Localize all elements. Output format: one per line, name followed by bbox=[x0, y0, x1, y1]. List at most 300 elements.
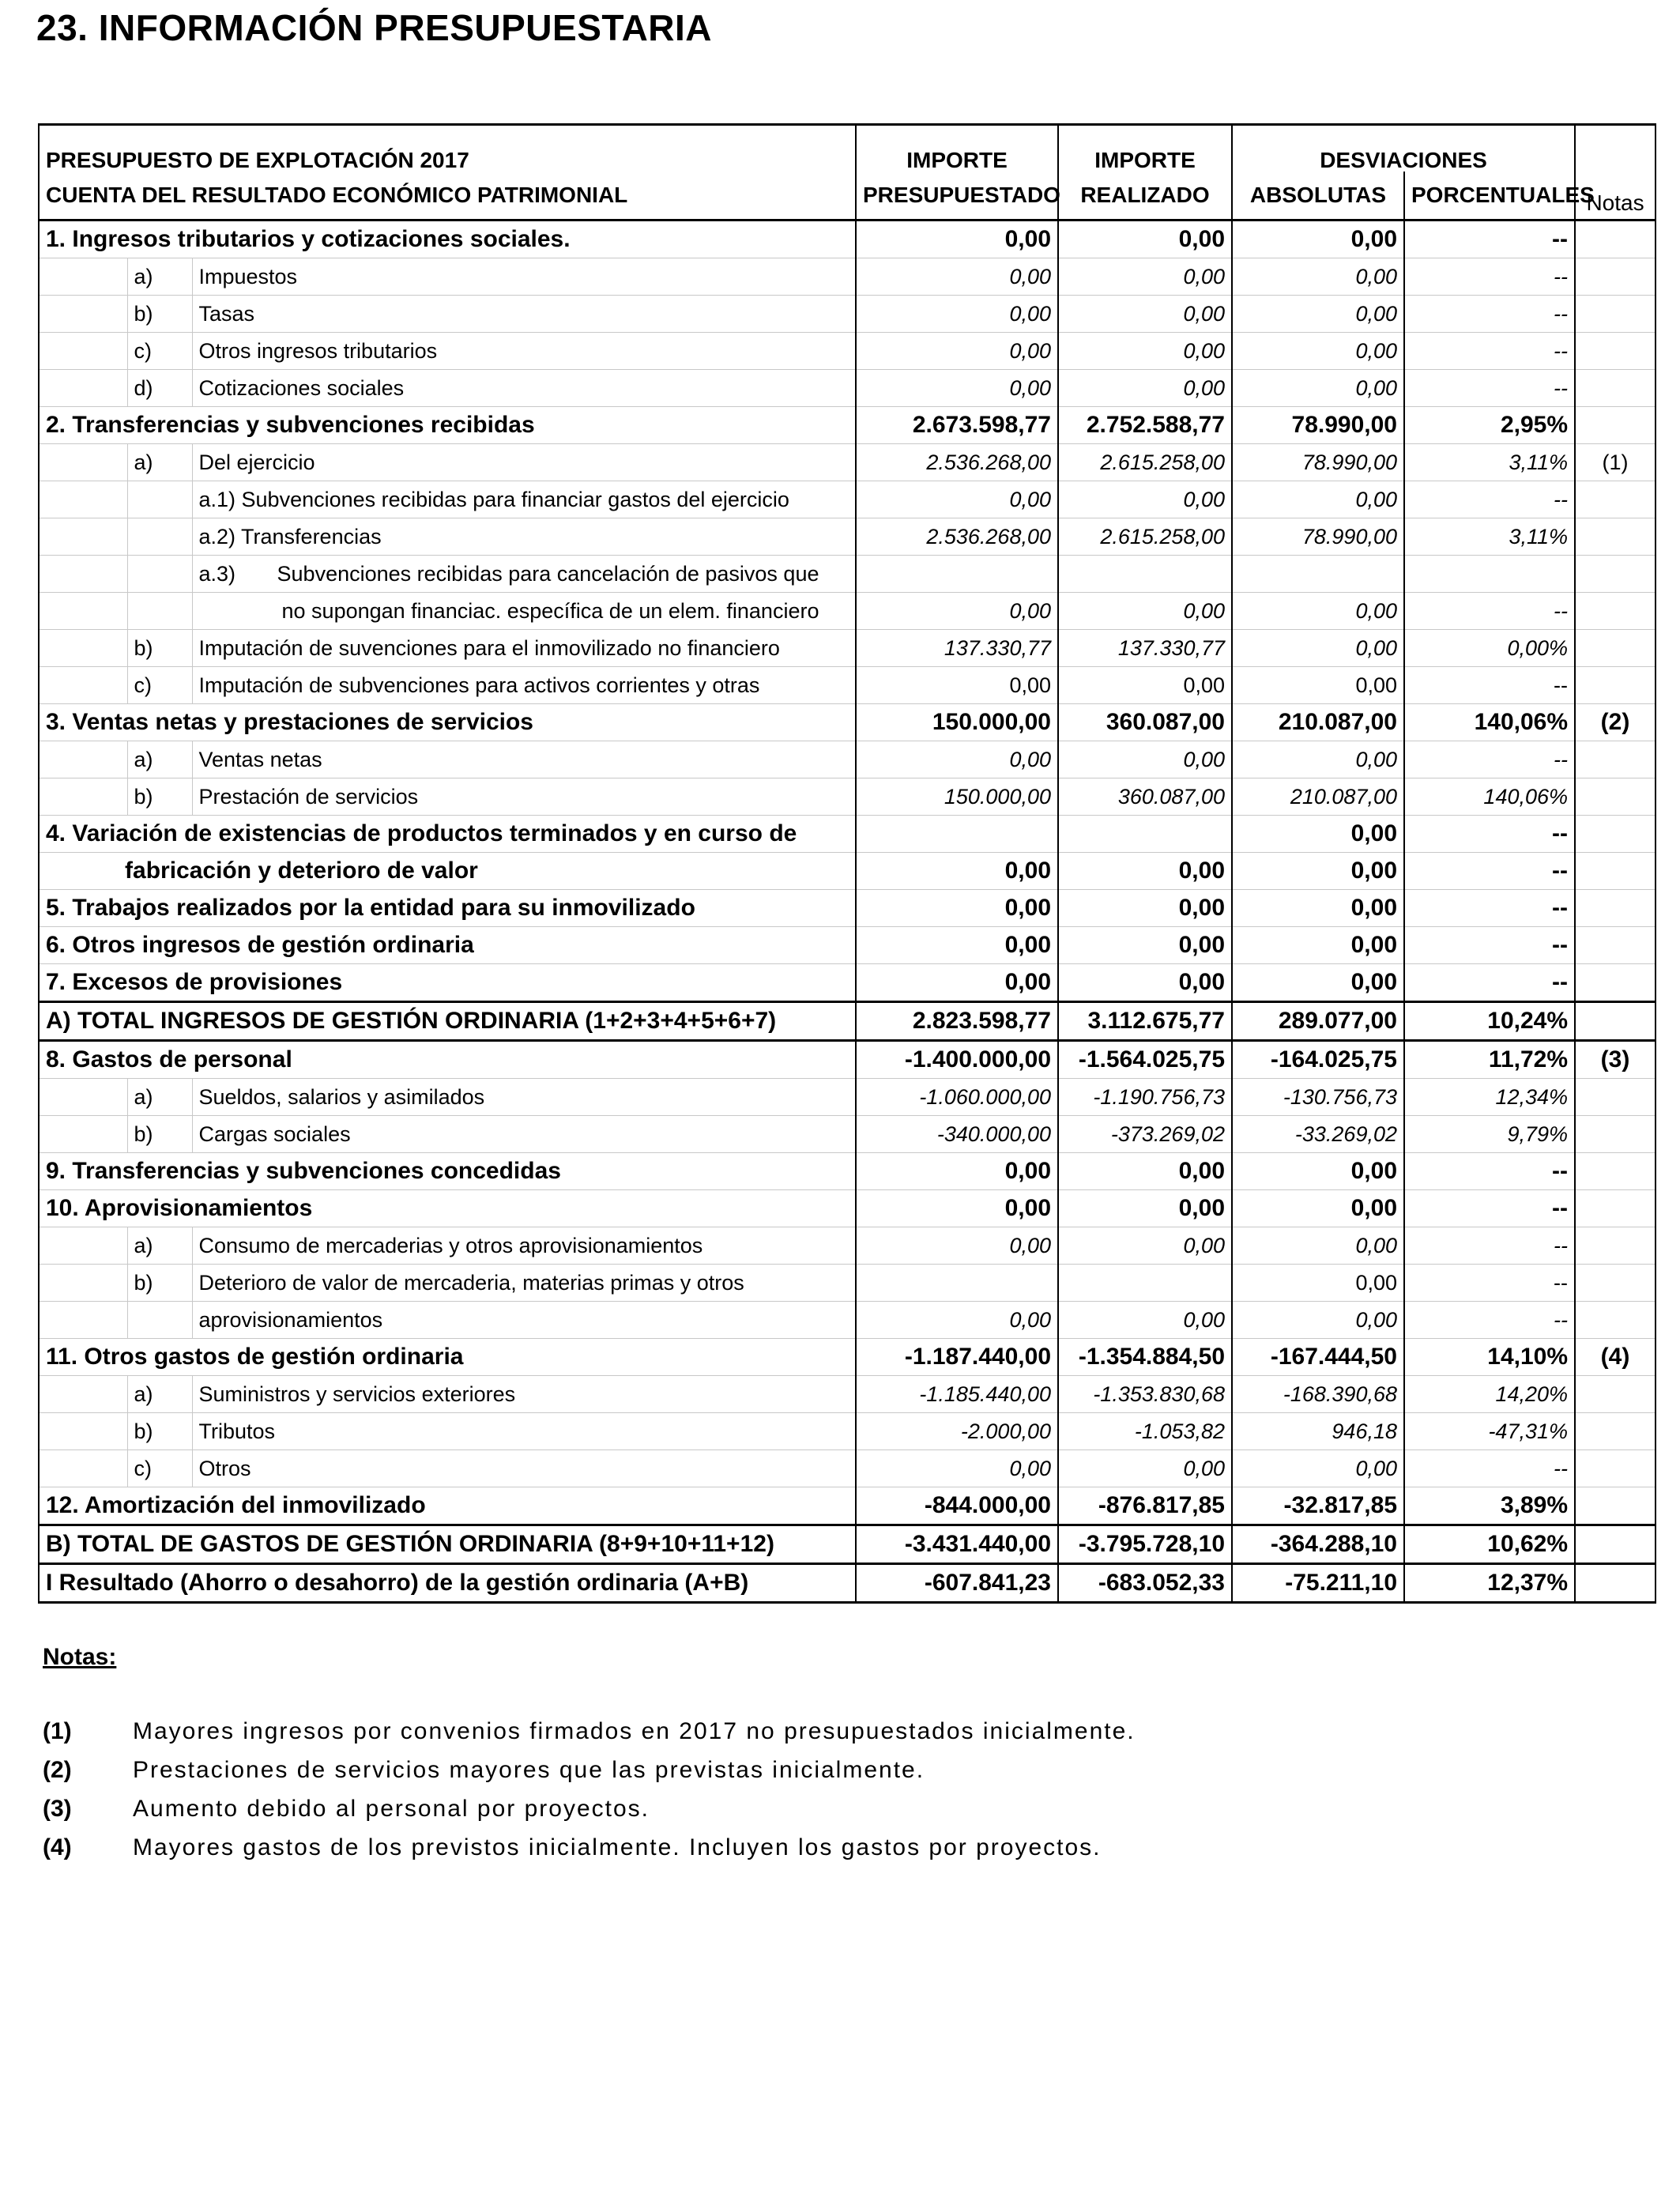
row-label bbox=[39, 370, 127, 407]
row-sublabel: Otros bbox=[192, 1450, 856, 1487]
cell-absolutas: -164.025,75 bbox=[1232, 1041, 1404, 1079]
row-sublabel: Otros ingresos tributarios bbox=[192, 333, 856, 370]
row-label bbox=[39, 1413, 127, 1450]
cell-nota bbox=[1575, 927, 1656, 964]
header-presupuestado: PRESUPUESTADO bbox=[856, 172, 1058, 221]
cell-presupuestado: -844.000,00 bbox=[856, 1487, 1058, 1525]
cell-porcentuales: -- bbox=[1404, 370, 1575, 407]
cell-presupuestado bbox=[856, 816, 1058, 853]
cell-presupuestado: 0,00 bbox=[856, 741, 1058, 778]
row-sublabel-letter: a) bbox=[127, 444, 192, 481]
cell-nota bbox=[1575, 890, 1656, 927]
table-row bbox=[39, 221, 1656, 258]
cell-absolutas: 0,00 bbox=[1232, 221, 1404, 258]
row-label bbox=[39, 741, 127, 778]
cell-realizado: 0,00 bbox=[1058, 258, 1232, 296]
row-label bbox=[39, 258, 127, 296]
table-row bbox=[39, 1376, 1656, 1413]
row-label: 2. Transferencias y subvenciones recibidas bbox=[39, 407, 856, 444]
cell-presupuestado: -1.060.000,00 bbox=[856, 1079, 1058, 1116]
cell-realizado: 0,00 bbox=[1058, 964, 1232, 1002]
row-label bbox=[39, 1265, 127, 1302]
note-item bbox=[43, 1751, 1136, 1789]
cell-presupuestado: 2.673.598,77 bbox=[856, 407, 1058, 444]
cell-absolutas: 0,00 bbox=[1232, 816, 1404, 853]
cell-absolutas: 0,00 bbox=[1232, 667, 1404, 704]
row-sublabel: Del ejercicio bbox=[192, 444, 856, 481]
cell-nota bbox=[1575, 1487, 1656, 1525]
row-sublabel-letter: a) bbox=[127, 1227, 192, 1265]
header-notas: Notas bbox=[1575, 125, 1656, 221]
cell-presupuestado: 150.000,00 bbox=[856, 778, 1058, 816]
cell-presupuestado: 0,00 bbox=[856, 853, 1058, 890]
cell-absolutas: 946,18 bbox=[1232, 1413, 1404, 1450]
cell-absolutas: 0,00 bbox=[1232, 1302, 1404, 1339]
cell-realizado: 137.330,77 bbox=[1058, 630, 1232, 667]
table-row bbox=[39, 778, 1656, 816]
row-sublabel: Ventas netas bbox=[192, 741, 856, 778]
cell-porcentuales: -- bbox=[1404, 593, 1575, 630]
row-label bbox=[39, 1302, 127, 1339]
row-sublabel: Prestación de servicios bbox=[192, 778, 856, 816]
cell-realizado: 0,00 bbox=[1058, 593, 1232, 630]
note-item bbox=[43, 1712, 1136, 1751]
cell-nota bbox=[1575, 1302, 1656, 1339]
cell-nota bbox=[1575, 333, 1656, 370]
cell-realizado: 0,00 bbox=[1058, 927, 1232, 964]
cell-realizado: 0,00 bbox=[1058, 667, 1232, 704]
note-text: Aumento debido al personal por proyectos. bbox=[133, 1795, 650, 1822]
cell-nota bbox=[1575, 518, 1656, 556]
cell-porcentuales: -- bbox=[1404, 1227, 1575, 1265]
cell-absolutas: 0,00 bbox=[1232, 630, 1404, 667]
table-row bbox=[39, 853, 1656, 890]
note-text: Mayores ingresos por convenios firmados en 2017 no presupuestados inicialmente. bbox=[133, 1717, 1136, 1744]
row-label bbox=[39, 667, 127, 704]
table-row bbox=[39, 481, 1656, 518]
cell-realizado: 360.087,00 bbox=[1058, 704, 1232, 741]
cell-nota bbox=[1575, 1002, 1656, 1041]
cell-porcentuales: -47,31% bbox=[1404, 1413, 1575, 1450]
row-label: 11. Otros gastos de gestión ordinaria bbox=[39, 1339, 856, 1376]
cell-porcentuales: -- bbox=[1404, 1265, 1575, 1302]
cell-absolutas: 0,00 bbox=[1232, 741, 1404, 778]
row-label: I Resultado (Ahorro o desahorro) de la gestión ordinaria (A+B) bbox=[39, 1564, 856, 1603]
cell-realizado: 0,00 bbox=[1058, 1302, 1232, 1339]
cell-presupuestado bbox=[856, 1265, 1058, 1302]
row-label bbox=[39, 1376, 127, 1413]
cell-presupuestado: 0,00 bbox=[856, 221, 1058, 258]
cell-realizado: -1.353.830,68 bbox=[1058, 1376, 1232, 1413]
cell-porcentuales: -- bbox=[1404, 964, 1575, 1002]
cell-absolutas: 289.077,00 bbox=[1232, 1002, 1404, 1041]
cell-porcentuales: -- bbox=[1404, 1153, 1575, 1190]
cell-nota bbox=[1575, 481, 1656, 518]
row-label: 7. Excesos de provisiones bbox=[39, 964, 856, 1002]
cell-nota bbox=[1575, 1525, 1656, 1564]
header-desviaciones: DESVIACIONES bbox=[1232, 125, 1575, 172]
cell-porcentuales: -- bbox=[1404, 816, 1575, 853]
cell-porcentuales: -- bbox=[1404, 1450, 1575, 1487]
row-sublabel: Deterioro de valor de mercaderia, materias primas y otros bbox=[192, 1265, 856, 1302]
cell-porcentuales: 12,34% bbox=[1404, 1079, 1575, 1116]
table-row bbox=[39, 258, 1656, 296]
row-sublabel-letter bbox=[127, 518, 192, 556]
row-sublabel-letter bbox=[127, 593, 192, 630]
cell-absolutas: -32.817,85 bbox=[1232, 1487, 1404, 1525]
page-title: 23. INFORMACIÓN PRESUPUESTARIA bbox=[36, 7, 713, 48]
cell-porcentuales: -- bbox=[1404, 927, 1575, 964]
cell-absolutas: 0,00 bbox=[1232, 1153, 1404, 1190]
table-row bbox=[39, 518, 1656, 556]
row-sublabel: Sueldos, salarios y asimilados bbox=[192, 1079, 856, 1116]
cell-absolutas: 0,00 bbox=[1232, 481, 1404, 518]
row-label: fabricación y deterioro de valor bbox=[39, 853, 856, 890]
row-label bbox=[39, 333, 127, 370]
cell-realizado: 2.752.588,77 bbox=[1058, 407, 1232, 444]
cell-nota bbox=[1575, 1153, 1656, 1190]
row-sublabel-letter: b) bbox=[127, 630, 192, 667]
cell-nota bbox=[1575, 816, 1656, 853]
cell-porcentuales: -- bbox=[1404, 221, 1575, 258]
cell-presupuestado: 0,00 bbox=[856, 258, 1058, 296]
cell-presupuestado: 0,00 bbox=[856, 1227, 1058, 1265]
table-row bbox=[39, 890, 1656, 927]
cell-realizado: 0,00 bbox=[1058, 296, 1232, 333]
table-row bbox=[39, 444, 1656, 481]
table-row bbox=[39, 370, 1656, 407]
cell-absolutas: -364.288,10 bbox=[1232, 1525, 1404, 1564]
cell-porcentuales: 9,79% bbox=[1404, 1116, 1575, 1153]
cell-nota bbox=[1575, 1413, 1656, 1450]
cell-nota: (4) bbox=[1575, 1339, 1656, 1376]
cell-nota bbox=[1575, 1190, 1656, 1227]
notes-section bbox=[43, 1644, 1136, 1867]
note-text: Mayores gastos de los previstos inicialmente. Incluyen los gastos por proyectos. bbox=[133, 1834, 1102, 1860]
row-label: 3. Ventas netas y prestaciones de servicios bbox=[39, 704, 856, 741]
cell-nota bbox=[1575, 778, 1656, 816]
cell-nota bbox=[1575, 407, 1656, 444]
cell-realizado: -3.795.728,10 bbox=[1058, 1525, 1232, 1564]
header-title-1: PRESUPUESTO DE EXPLOTACIÓN 2017 bbox=[39, 125, 856, 172]
row-sublabel: Consumo de mercaderias y otros aprovisionamientos bbox=[192, 1227, 856, 1265]
cell-presupuestado: 0,00 bbox=[856, 370, 1058, 407]
cell-realizado: 0,00 bbox=[1058, 1190, 1232, 1227]
cell-nota bbox=[1575, 258, 1656, 296]
cell-presupuestado: 150.000,00 bbox=[856, 704, 1058, 741]
cell-realizado: 0,00 bbox=[1058, 853, 1232, 890]
cell-porcentuales: -- bbox=[1404, 1302, 1575, 1339]
cell-realizado: 0,00 bbox=[1058, 1450, 1232, 1487]
row-label bbox=[39, 481, 127, 518]
table-row bbox=[39, 296, 1656, 333]
note-ref: (4) bbox=[43, 1834, 72, 1860]
row-label: 12. Amortización del inmovilizado bbox=[39, 1487, 856, 1525]
row-label bbox=[39, 518, 127, 556]
table-row bbox=[39, 1339, 1656, 1376]
cell-realizado: 0,00 bbox=[1058, 1227, 1232, 1265]
note-text: Prestaciones de servicios mayores que las previstas inicialmente. bbox=[133, 1756, 925, 1783]
note-ref: (3) bbox=[43, 1795, 72, 1822]
cell-nota bbox=[1575, 593, 1656, 630]
cell-nota bbox=[1575, 1227, 1656, 1265]
cell-absolutas: 0,00 bbox=[1232, 333, 1404, 370]
row-label bbox=[39, 556, 127, 593]
cell-realizado bbox=[1058, 556, 1232, 593]
cell-absolutas: 78.990,00 bbox=[1232, 407, 1404, 444]
cell-nota bbox=[1575, 1265, 1656, 1302]
row-label bbox=[39, 296, 127, 333]
cell-presupuestado: 0,00 bbox=[856, 333, 1058, 370]
cell-porcentuales: 10,62% bbox=[1404, 1525, 1575, 1564]
cell-realizado: 0,00 bbox=[1058, 741, 1232, 778]
row-sublabel: Imputación de subvenciones para activos corrientes y otras bbox=[192, 667, 856, 704]
row-sublabel-letter: a) bbox=[127, 1079, 192, 1116]
cell-presupuestado: 0,00 bbox=[856, 481, 1058, 518]
table-row bbox=[39, 407, 1656, 444]
cell-porcentuales: 3,89% bbox=[1404, 1487, 1575, 1525]
row-sublabel-letter: c) bbox=[127, 667, 192, 704]
row-sublabel-letter: b) bbox=[127, 1116, 192, 1153]
cell-nota bbox=[1575, 370, 1656, 407]
row-sublabel: Imputación de suvenciones para el inmovilizado no financiero bbox=[192, 630, 856, 667]
cell-realizado: -1.190.756,73 bbox=[1058, 1079, 1232, 1116]
cell-nota bbox=[1575, 1450, 1656, 1487]
cell-porcentuales: 3,11% bbox=[1404, 518, 1575, 556]
cell-absolutas bbox=[1232, 556, 1404, 593]
table-row bbox=[39, 1116, 1656, 1153]
cell-realizado: 0,00 bbox=[1058, 1153, 1232, 1190]
row-sublabel-letter: b) bbox=[127, 296, 192, 333]
cell-realizado: 0,00 bbox=[1058, 890, 1232, 927]
table-row bbox=[39, 1487, 1656, 1525]
cell-absolutas: -75.211,10 bbox=[1232, 1564, 1404, 1603]
cell-porcentuales: 11,72% bbox=[1404, 1041, 1575, 1079]
table-row bbox=[39, 1302, 1656, 1339]
cell-porcentuales: 140,06% bbox=[1404, 778, 1575, 816]
cell-nota: (2) bbox=[1575, 704, 1656, 741]
cell-presupuestado: -607.841,23 bbox=[856, 1564, 1058, 1603]
cell-realizado: 360.087,00 bbox=[1058, 778, 1232, 816]
row-sublabel-letter bbox=[127, 556, 192, 593]
cell-presupuestado: 0,00 bbox=[856, 296, 1058, 333]
cell-absolutas: 210.087,00 bbox=[1232, 778, 1404, 816]
cell-absolutas: 0,00 bbox=[1232, 853, 1404, 890]
header-row-1 bbox=[39, 125, 1656, 172]
row-sublabel-letter: b) bbox=[127, 1265, 192, 1302]
cell-realizado: -1.053,82 bbox=[1058, 1413, 1232, 1450]
header-title-2: CUENTA DEL RESULTADO ECONÓMICO PATRIMONIAL bbox=[39, 172, 856, 221]
table-row bbox=[39, 1153, 1656, 1190]
row-sublabel: Tributos bbox=[192, 1413, 856, 1450]
cell-presupuestado: 0,00 bbox=[856, 667, 1058, 704]
cell-realizado: 2.615.258,00 bbox=[1058, 518, 1232, 556]
cell-presupuestado: -3.431.440,00 bbox=[856, 1525, 1058, 1564]
cell-nota bbox=[1575, 1564, 1656, 1603]
table-row bbox=[39, 593, 1656, 630]
table-row bbox=[39, 556, 1656, 593]
cell-presupuestado: 0,00 bbox=[856, 927, 1058, 964]
cell-absolutas: 78.990,00 bbox=[1232, 518, 1404, 556]
cell-absolutas: -168.390,68 bbox=[1232, 1376, 1404, 1413]
cell-presupuestado: 0,00 bbox=[856, 890, 1058, 927]
header-importe-2: IMPORTE bbox=[1058, 125, 1232, 172]
cell-absolutas: 0,00 bbox=[1232, 593, 1404, 630]
cell-porcentuales: 12,37% bbox=[1404, 1564, 1575, 1603]
cell-porcentuales: 3,11% bbox=[1404, 444, 1575, 481]
cell-porcentuales: 10,24% bbox=[1404, 1002, 1575, 1041]
cell-realizado bbox=[1058, 816, 1232, 853]
table-row bbox=[39, 964, 1656, 1002]
table-row bbox=[39, 1227, 1656, 1265]
cell-absolutas: -33.269,02 bbox=[1232, 1116, 1404, 1153]
cell-presupuestado: 2.536.268,00 bbox=[856, 444, 1058, 481]
table-row bbox=[39, 1450, 1656, 1487]
cell-presupuestado: 137.330,77 bbox=[856, 630, 1058, 667]
cell-porcentuales: -- bbox=[1404, 481, 1575, 518]
cell-realizado: 0,00 bbox=[1058, 221, 1232, 258]
cell-porcentuales bbox=[1404, 556, 1575, 593]
cell-absolutas: 0,00 bbox=[1232, 370, 1404, 407]
cell-realizado: 0,00 bbox=[1058, 333, 1232, 370]
cell-porcentuales: -- bbox=[1404, 258, 1575, 296]
table-row bbox=[39, 741, 1656, 778]
cell-nota bbox=[1575, 964, 1656, 1002]
row-label bbox=[39, 1227, 127, 1265]
row-label: B) TOTAL DE GASTOS DE GESTIÓN ORDINARIA (8+9+10+11+12) bbox=[39, 1525, 856, 1564]
row-sublabel: Suministros y servicios exteriores bbox=[192, 1376, 856, 1413]
cell-realizado: -1.564.025,75 bbox=[1058, 1041, 1232, 1079]
cell-porcentuales: 14,20% bbox=[1404, 1376, 1575, 1413]
cell-nota bbox=[1575, 853, 1656, 890]
cell-nota bbox=[1575, 556, 1656, 593]
header-row-2 bbox=[39, 172, 1656, 221]
row-label: 8. Gastos de personal bbox=[39, 1041, 856, 1079]
row-label bbox=[39, 1450, 127, 1487]
cell-absolutas: 0,00 bbox=[1232, 927, 1404, 964]
row-sublabel: no supongan financiac. específica de un elem. financiero bbox=[192, 593, 856, 630]
cell-porcentuales: -- bbox=[1404, 890, 1575, 927]
row-sublabel: a.2) Transferencias bbox=[192, 518, 856, 556]
row-label: 9. Transferencias y subvenciones concedidas bbox=[39, 1153, 856, 1190]
row-label: A) TOTAL INGRESOS DE GESTIÓN ORDINARIA (1+2+3+4+5+6+7) bbox=[39, 1002, 856, 1041]
cell-absolutas: 0,00 bbox=[1232, 296, 1404, 333]
cell-realizado: 3.112.675,77 bbox=[1058, 1002, 1232, 1041]
note-ref: (2) bbox=[43, 1756, 72, 1783]
budget-table bbox=[38, 123, 1656, 1604]
table-row bbox=[39, 1079, 1656, 1116]
cell-presupuestado: 0,00 bbox=[856, 964, 1058, 1002]
cell-absolutas: 0,00 bbox=[1232, 1265, 1404, 1302]
row-label: 1. Ingresos tributarios y cotizaciones sociales. bbox=[39, 221, 856, 258]
header-absolutas: ABSOLUTAS bbox=[1232, 172, 1404, 221]
table-row bbox=[39, 1265, 1656, 1302]
row-sublabel: a.1) Subvenciones recibidas para financiar gastos del ejercicio bbox=[192, 481, 856, 518]
cell-porcentuales: -- bbox=[1404, 741, 1575, 778]
row-sublabel-letter: c) bbox=[127, 1450, 192, 1487]
header-porcentuales: PORCENTUALES bbox=[1404, 172, 1575, 221]
cell-presupuestado: -1.400.000,00 bbox=[856, 1041, 1058, 1079]
cell-presupuestado: 2.536.268,00 bbox=[856, 518, 1058, 556]
cell-nota bbox=[1575, 667, 1656, 704]
notes-heading: Notas: bbox=[43, 1644, 117, 1670]
cell-presupuestado: 0,00 bbox=[856, 1190, 1058, 1227]
cell-realizado: 0,00 bbox=[1058, 481, 1232, 518]
row-sublabel: Cotizaciones sociales bbox=[192, 370, 856, 407]
table-row bbox=[39, 333, 1656, 370]
row-label bbox=[39, 1116, 127, 1153]
cell-presupuestado: -340.000,00 bbox=[856, 1116, 1058, 1153]
cell-absolutas: 0,00 bbox=[1232, 964, 1404, 1002]
row-sublabel: Cargas sociales bbox=[192, 1116, 856, 1153]
cell-absolutas: -167.444,50 bbox=[1232, 1339, 1404, 1376]
table-row bbox=[39, 1002, 1656, 1041]
table-row bbox=[39, 1525, 1656, 1564]
cell-porcentuales: -- bbox=[1404, 667, 1575, 704]
cell-realizado bbox=[1058, 1265, 1232, 1302]
row-label bbox=[39, 778, 127, 816]
cell-realizado: 2.615.258,00 bbox=[1058, 444, 1232, 481]
cell-nota bbox=[1575, 630, 1656, 667]
row-sublabel: Impuestos bbox=[192, 258, 856, 296]
cell-porcentuales: -- bbox=[1404, 1190, 1575, 1227]
cell-porcentuales: -- bbox=[1404, 296, 1575, 333]
cell-presupuestado: 0,00 bbox=[856, 1302, 1058, 1339]
row-sublabel-letter: a) bbox=[127, 258, 192, 296]
cell-nota: (1) bbox=[1575, 444, 1656, 481]
cell-presupuestado: -2.000,00 bbox=[856, 1413, 1058, 1450]
cell-nota bbox=[1575, 1376, 1656, 1413]
row-sublabel-letter: b) bbox=[127, 778, 192, 816]
cell-presupuestado: -1.185.440,00 bbox=[856, 1376, 1058, 1413]
cell-absolutas: 0,00 bbox=[1232, 890, 1404, 927]
row-label: 4. Variación de existencias de productos terminados y en curso de bbox=[39, 816, 856, 853]
note-item bbox=[43, 1789, 1136, 1828]
row-sublabel: a.3) Subvenciones recibidas para cancelación de pasivos que bbox=[192, 556, 856, 593]
row-sublabel: aprovisionamientos bbox=[192, 1302, 856, 1339]
table-row bbox=[39, 630, 1656, 667]
header-importe-1: IMPORTE bbox=[856, 125, 1058, 172]
row-label bbox=[39, 630, 127, 667]
cell-realizado: -373.269,02 bbox=[1058, 1116, 1232, 1153]
note-item bbox=[43, 1828, 1136, 1867]
cell-absolutas: 0,00 bbox=[1232, 258, 1404, 296]
cell-presupuestado: 0,00 bbox=[856, 593, 1058, 630]
table-row bbox=[39, 667, 1656, 704]
table-row bbox=[39, 1413, 1656, 1450]
cell-absolutas: 210.087,00 bbox=[1232, 704, 1404, 741]
table-row bbox=[39, 1041, 1656, 1079]
table-row bbox=[39, 1190, 1656, 1227]
row-sublabel: Tasas bbox=[192, 296, 856, 333]
cell-absolutas: 0,00 bbox=[1232, 1227, 1404, 1265]
cell-absolutas: 0,00 bbox=[1232, 1450, 1404, 1487]
cell-porcentuales: -- bbox=[1404, 853, 1575, 890]
table-row bbox=[39, 704, 1656, 741]
note-ref: (1) bbox=[43, 1717, 72, 1744]
row-sublabel-letter bbox=[127, 481, 192, 518]
notes-list bbox=[43, 1712, 1136, 1867]
cell-presupuestado: 0,00 bbox=[856, 1450, 1058, 1487]
cell-nota bbox=[1575, 1079, 1656, 1116]
table-row bbox=[39, 816, 1656, 853]
cell-realizado: -1.354.884,50 bbox=[1058, 1339, 1232, 1376]
cell-porcentuales: 2,95% bbox=[1404, 407, 1575, 444]
cell-porcentuales: 0,00% bbox=[1404, 630, 1575, 667]
cell-presupuestado bbox=[856, 556, 1058, 593]
cell-porcentuales: 140,06% bbox=[1404, 704, 1575, 741]
cell-nota: (3) bbox=[1575, 1041, 1656, 1079]
